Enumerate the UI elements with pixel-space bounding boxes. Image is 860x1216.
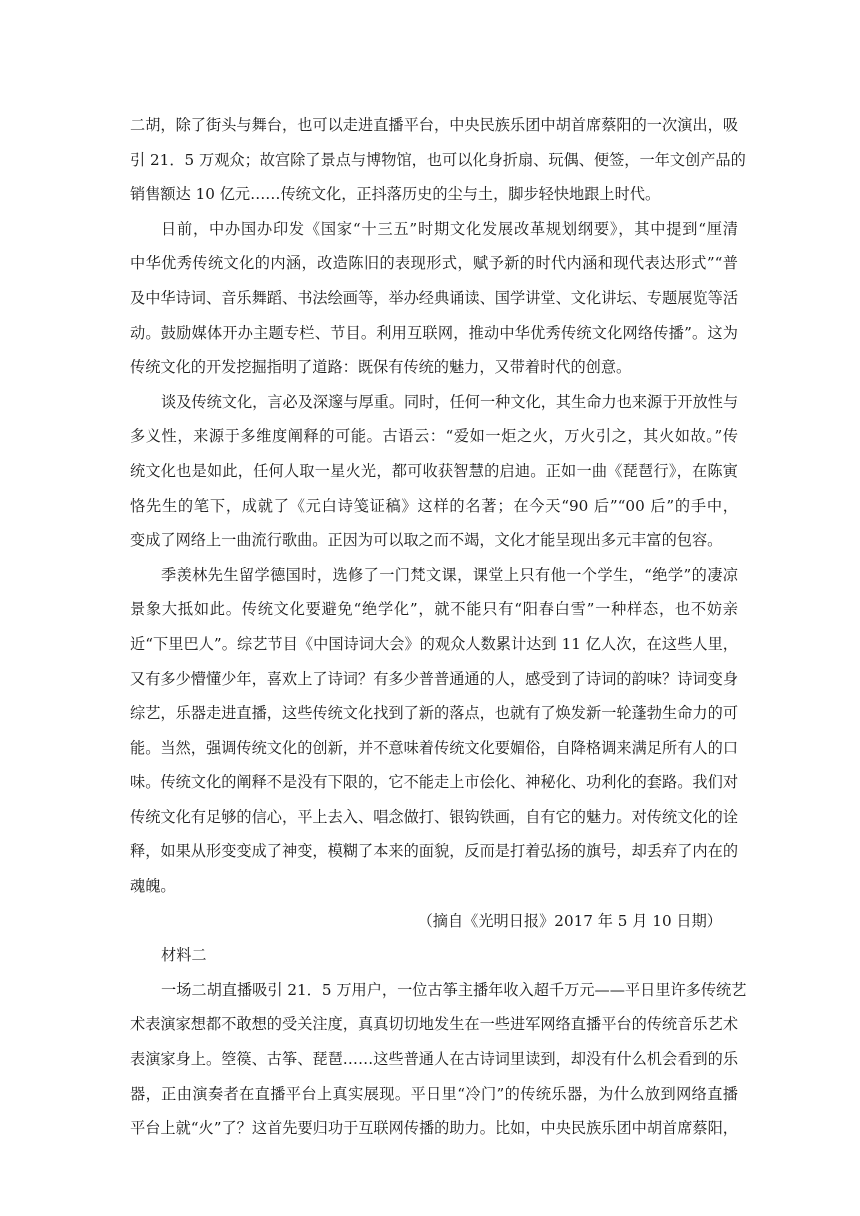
text-line: 统文化也是如此，任何人取一星火光，都可收获智慧的启迪。正如一曲《琵琶行》，在陈寅 — [130, 461, 738, 480]
text-line: 引 21．5 万观众；故宫除了景点与博物馆，也可以化身折扇、玩偶、便签，一年文创产品的 — [130, 150, 746, 169]
text-line: 销售额达 10 亿元……传统文化，正抖落历史的尘与土，脚步轻快地跟上时代。 — [130, 185, 661, 204]
text-line: 多义性，来源于多维度阐释的可能。古语云：“爱如一炬之火，万火引之，其火如故。”传 — [130, 427, 738, 446]
text-line: 日前，中办国办印发《国家“十三五”时期文化发展改革规划纲要》，其中提到“厘清 — [161, 219, 738, 238]
text-line: 能。当然，强调传统文化的创新，并不意味着传统文化要媚俗，自降格调来满足所有人的口 — [130, 738, 738, 757]
paragraph — [130, 558, 738, 904]
text-line: 中华优秀传统文化的内涵，改造陈旧的表现形式，赋予新的时代内涵和现代表达形式”“普 — [130, 254, 738, 273]
text-line: 魂魄。 — [130, 877, 176, 896]
paragraph — [130, 212, 738, 385]
text-line: 释，如果从形变变成了神变，模糊了本来的面貌，反而是打着弘扬的旗号，却丢弃了内在的 — [130, 842, 738, 861]
text-line: 平台上就“火”了？这首先要归功于互联网传播的助力。比如，中央民族乐团中胡首席蔡阳， — [130, 1119, 738, 1138]
text-line: 谈及传统文化，言必及深邃与厚重。同时，任何一种文化，其生命力也来源于开放性与 — [161, 392, 739, 411]
text-line: 味。传统文化的阐释不是没有下限的，它不能走上市侩化、神秘化、功利化的套路。我们对 — [130, 773, 738, 792]
text-line: 恪先生的笔下，成就了《元白诗笺证稿》这样的名著；在今天“90 后”“00 后”的手中， — [130, 496, 738, 515]
text-line: 及中华诗词、音乐舞蹈、书法绘画等，举办经典诵读、国学讲堂、文化讲坛、专题展览等活 — [130, 288, 738, 307]
document-page — [130, 108, 747, 1146]
text-line: 又有多少懵懂少年，喜欢上了诗词？有多少普普通通的人，感受到了诗词的韵味？诗词变身 — [130, 669, 738, 688]
text-line: 综艺，乐器走进直播，这些传统文化找到了新的落点，也就有了焕发新一轮蓬勃生命力的可 — [130, 704, 738, 723]
text-line: 传统文化的开发挖掘指明了道路：既保有传统的魅力，又带着时代的创意。 — [130, 358, 632, 377]
paragraph — [130, 108, 746, 212]
text-line: 器，正由演奏者在直播平台上真实展现。平日里“冷门”的传统乐器，为什么放到网络直播 — [130, 1084, 738, 1103]
text-line: 景象大抵如此。传统文化要避免“绝学化”，就不能只有“阳春白雪”一种样态，也不妨亲 — [130, 600, 738, 619]
text-line: 表演家身上。箜篌、古筝、琵琶……这些普通人在古诗词里读到，却没有什么机会看到的乐 — [130, 1050, 738, 1069]
text-line: 一场二胡直播吸引 21．5 万用户，一位古筝主播年收入超千万元——平日里许多传统艺 — [161, 980, 747, 999]
text-line: 二胡，除了街头与舞台，也可以走进直播平台，中央民族乐团中胡首席蔡阳的一次演出，吸 — [130, 116, 738, 134]
text-line: 传统文化有足够的信心，平上去入、唱念做打、银钩铁画，自有它的魅力。对传统文化的诠 — [130, 807, 738, 826]
paragraph — [130, 385, 738, 558]
text-line: 近“下里巴人”。综艺节目《中国诗词大会》的观众人数累计达到 11 亿人次，在这些人里， — [130, 634, 738, 653]
section-heading: 材料二 — [161, 946, 207, 965]
text-line: 术表演家想都不敢想的受关注度，真真切切地发生在一些进军网络直播平台的传统音乐艺术 — [130, 1015, 738, 1034]
source-citation: （摘自《光明日报》2017 年 5 月 10 日期） — [417, 911, 722, 930]
text-line: 季羡林先生留学德国时，选修了一门梵文课，课堂上只有他一个学生，“绝学”的凄凉 — [161, 565, 738, 584]
text-line: 动。鼓励媒体开办主题专栏、节目。利用互联网，推动中华优秀传统文化网络传播”。这为 — [130, 323, 738, 342]
text-line: 变成了网络上一曲流行歌曲。正因为可以取之而不竭，文化才能呈现出多元丰富的包容。 — [130, 531, 723, 550]
paragraph — [130, 973, 747, 1146]
